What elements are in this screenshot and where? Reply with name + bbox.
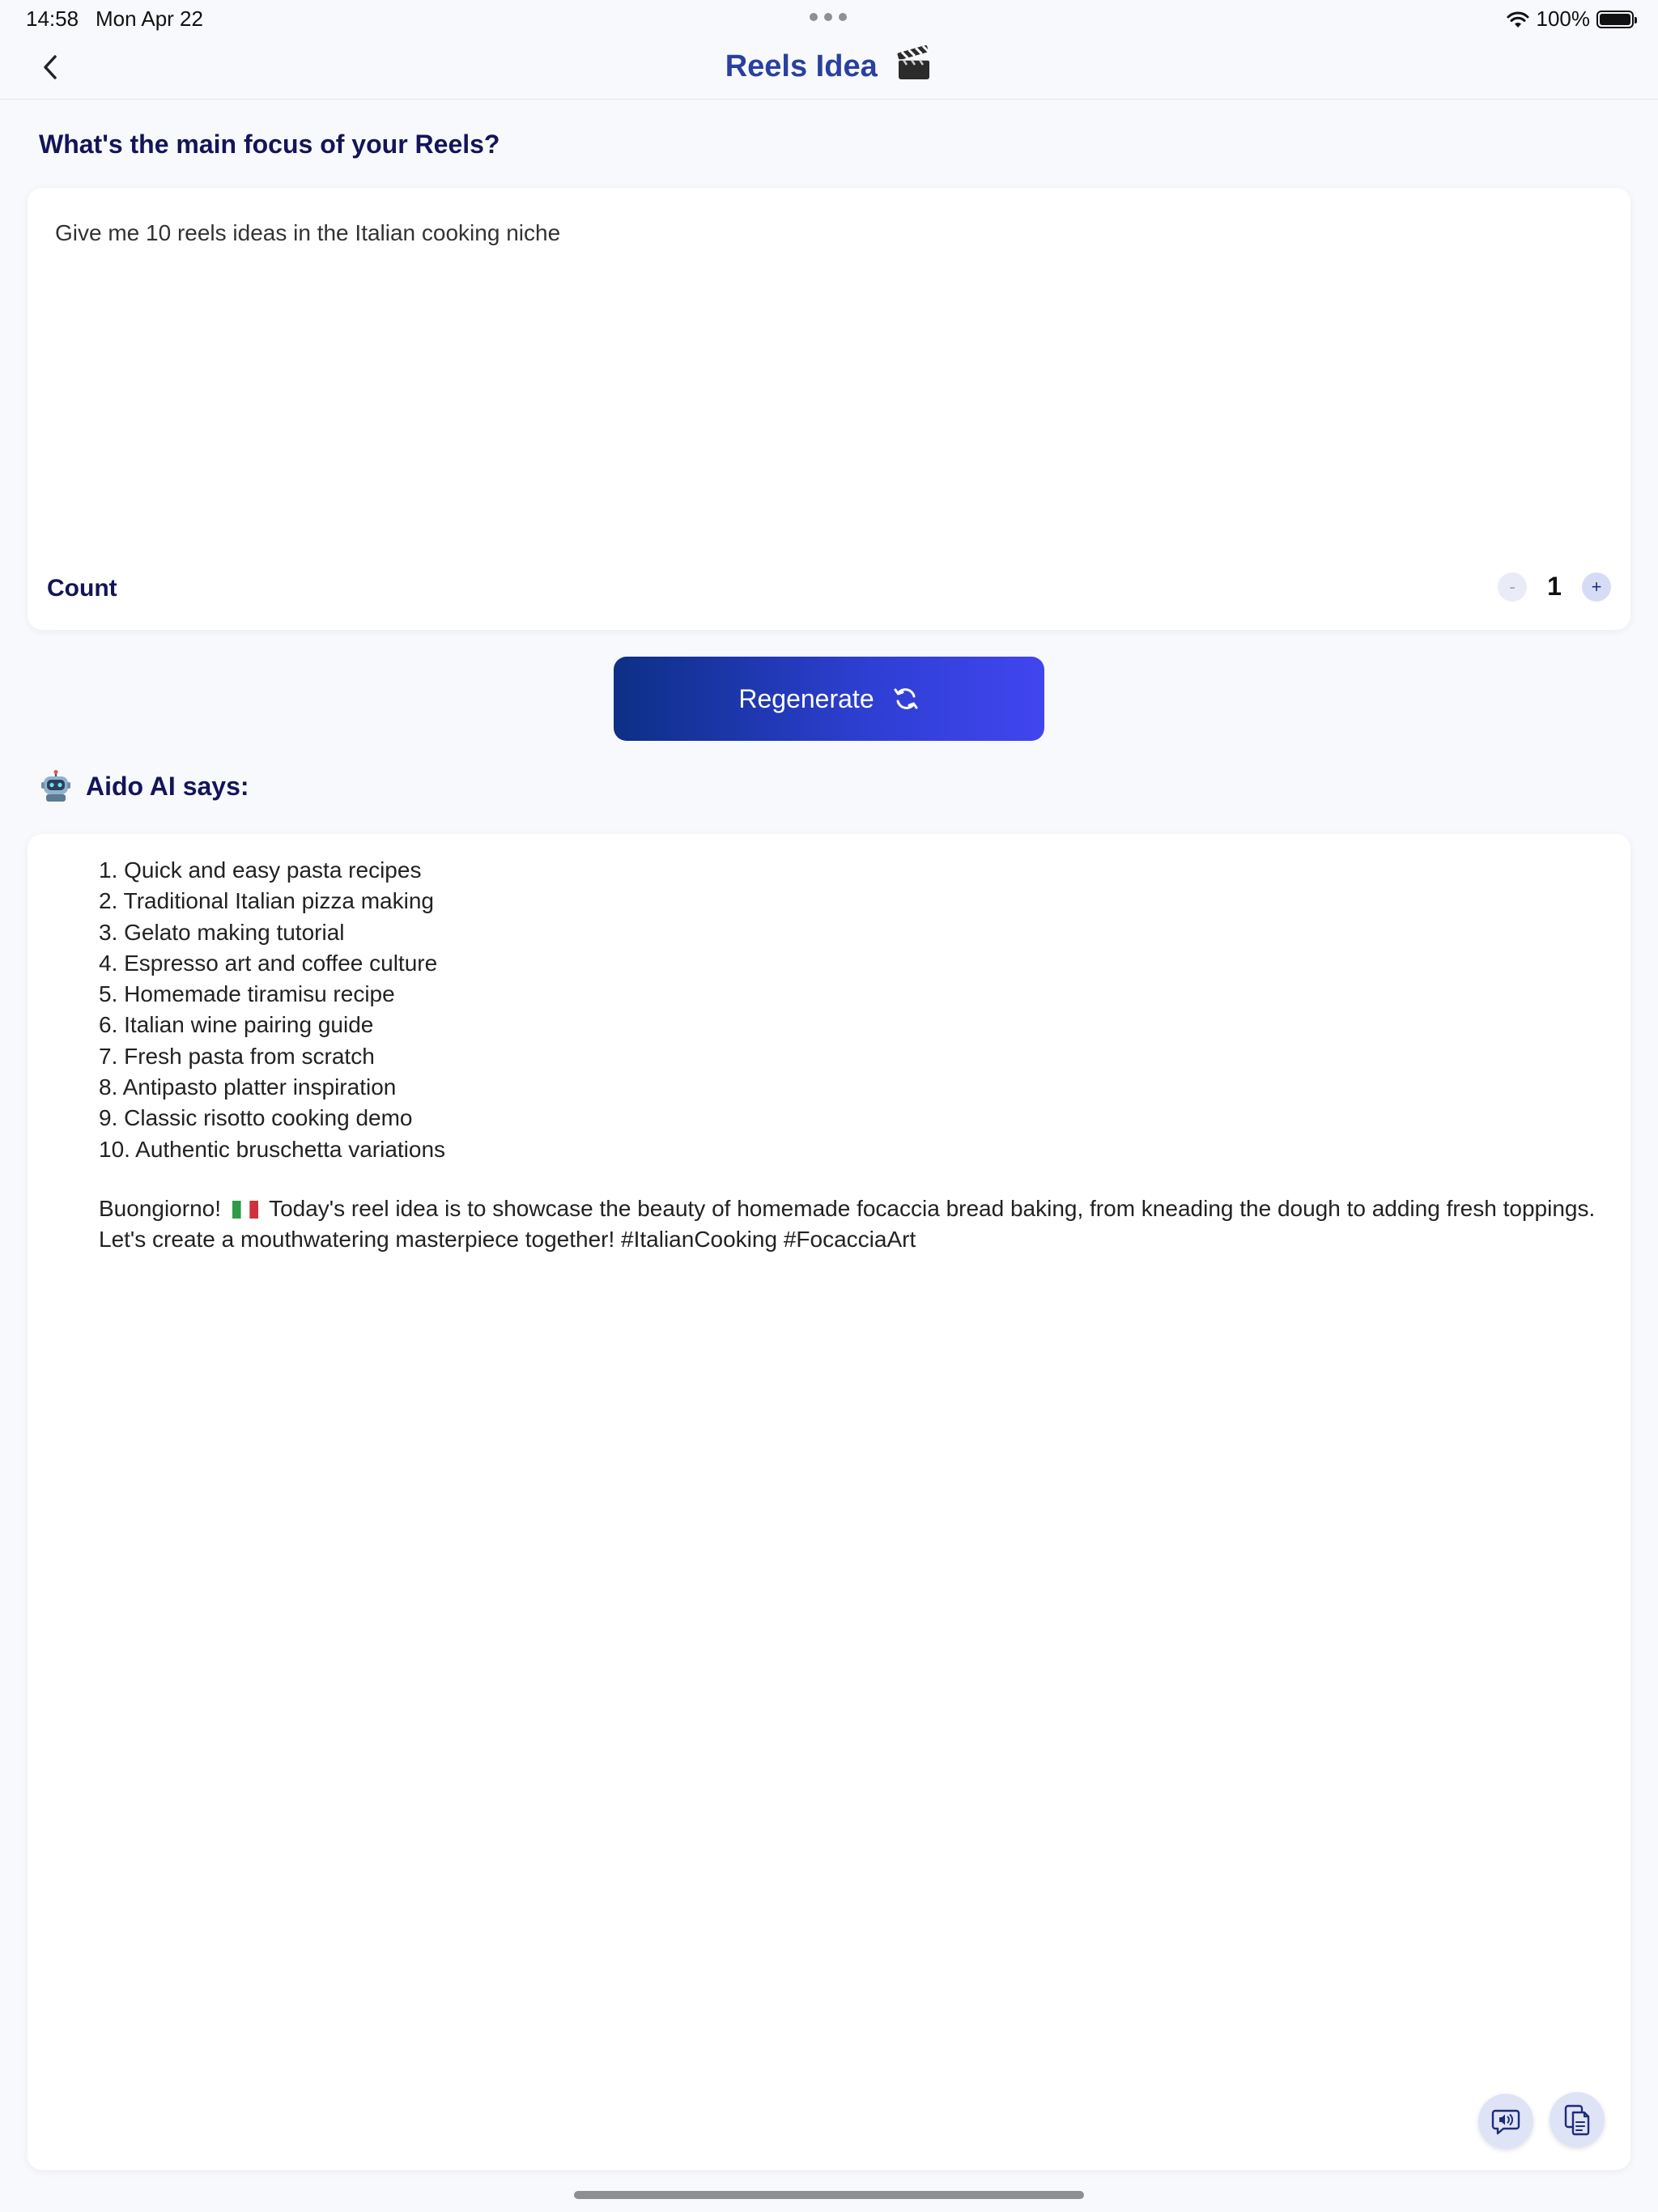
robot-icon: [39, 769, 73, 803]
navigation-bar: [0, 39, 1658, 100]
idea-list-item: 8. Antipasto platter inspiration: [99, 1074, 397, 1100]
speaker-bubble-icon: [1490, 2106, 1521, 2137]
count-value: 1: [1547, 572, 1562, 601]
page-title: [0, 45, 1658, 84]
response-card: [28, 834, 1630, 2170]
multitasking-dots-icon[interactable]: [810, 13, 847, 21]
home-indicator[interactable]: [574, 2191, 1084, 2199]
prompt-input[interactable]: [55, 220, 1593, 512]
regenerate-button[interactable]: [614, 657, 1044, 741]
response-body: Today's reel idea is to showcase the beauty of homemade focaccia bread baking, from kneading the dough to adding fresh toppings. Let's create a mouthwatering masterpiece together! #ItalianCooking #FocacciaArt: [99, 1196, 1596, 1253]
battery-level-fill: [1600, 14, 1630, 25]
page-title-text: Reels Idea: [725, 49, 878, 83]
response-paragraph: [99, 1193, 1605, 1256]
idea-list-item: 4. Espresso art and coffee culture: [99, 950, 438, 976]
idea-list-item: 9. Classic risotto cooking demo: [99, 1105, 413, 1131]
wifi-icon: [1506, 10, 1530, 29]
response-greeting: Buongiorno!: [99, 1196, 222, 1221]
idea-list-item: 2. Traditional Italian pizza making: [99, 888, 434, 914]
count-increment-button[interactable]: +: [1582, 572, 1611, 602]
italian-flag-icon: [232, 1201, 258, 1219]
idea-list-item: 6. Italian wine pairing guide: [99, 1012, 374, 1038]
text-to-speech-button[interactable]: [1478, 2094, 1533, 2149]
ai-response-title: Aido AI says:: [86, 771, 249, 801]
count-stepper: [1498, 572, 1611, 602]
idea-list-item: 3. Gelato making tutorial: [99, 919, 345, 945]
regenerate-label: Regenerate: [738, 683, 874, 713]
idea-list-item: 1. Quick and easy pasta recipes: [99, 857, 422, 883]
prompt-card: [28, 188, 1630, 630]
status-date: Mon Apr 22: [96, 6, 203, 31]
copy-button[interactable]: [1550, 2092, 1605, 2147]
battery-icon: [1596, 11, 1634, 28]
copy-icon: [1562, 2104, 1592, 2136]
idea-list-item: 10. Authentic bruschetta variations: [99, 1136, 446, 1162]
count-label: Count: [47, 575, 117, 602]
status-indicators: [1506, 6, 1635, 32]
ideas-list: [99, 855, 445, 1165]
count-decrement-button[interactable]: -: [1498, 572, 1527, 602]
ai-response-header: [39, 769, 249, 803]
clapper-board-icon: [895, 45, 933, 83]
battery-percent: 100%: [1536, 6, 1590, 31]
idea-list-item: 7. Fresh pasta from scratch: [99, 1043, 375, 1069]
refresh-icon: [892, 685, 920, 713]
status-time: 14:58: [26, 6, 79, 31]
focus-question-label: What's the main focus of your Reels?: [39, 130, 500, 159]
idea-list-item: 5. Homemade tiramisu recipe: [99, 981, 395, 1007]
status-bar: [0, 0, 1658, 39]
